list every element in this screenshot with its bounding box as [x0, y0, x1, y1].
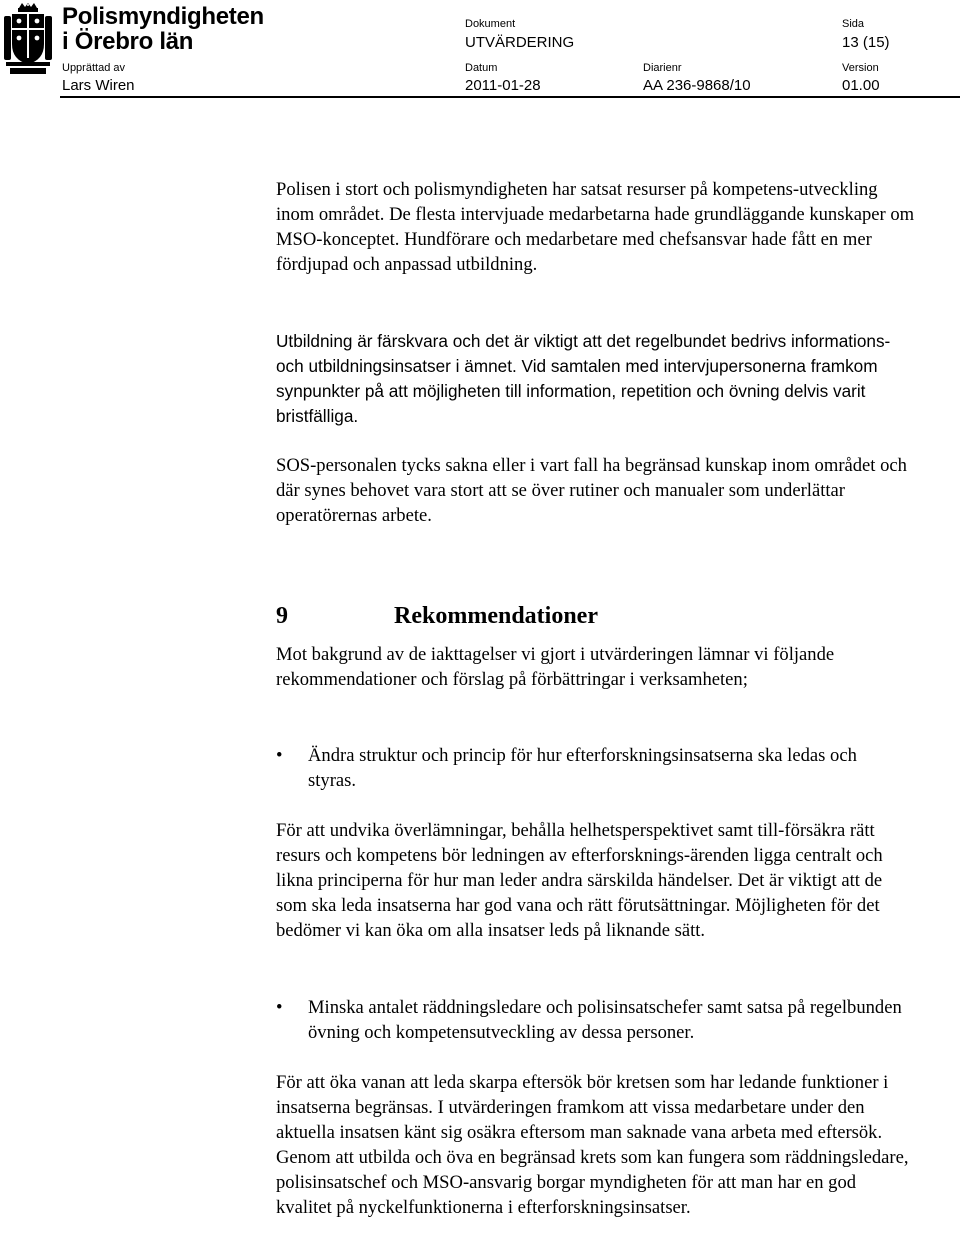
organization-name-line2: i Örebro län [62, 28, 194, 55]
datum-label: Datum [465, 62, 498, 74]
version-value: 01.00 [842, 77, 880, 94]
paragraph-recommendations-intro: Mot bakgrund av de iakttagelser vi gjort i utvärderingen lämnar vi följande rekommendationer och förslag på förbättringar i verksamheten; [276, 644, 835, 690]
coat-of-arms-logo [2, 2, 54, 76]
dokument-value: UTVÄRDERING [465, 34, 575, 51]
bullet-icon: • [276, 745, 283, 766]
diarienr-label: Diarienr [643, 62, 682, 74]
section-heading [276, 601, 598, 631]
paragraph-experience: För att öka vanan att leda skarpa eftersök bör kretsen som har ledande funktioner i insatserna begränsas. I utvärderingen framkom att vissa medarbetare under den aktuella insatsen känt sig osäkra eftersom man saknade vana arbeta med eftersök. Genom att utbilda och öva en begränsad krets som kan fungera som räddningsledare, polisinsatschef och MSO-ansvarig borgar myndigheten för att man har en god kvalitet på nyckelfunktionerna i efterforskningsinsatser. [276, 1072, 909, 1218]
section-number: 9 [276, 603, 288, 629]
paragraph-education-freshness: Utbildning är färskvara och det är viktigt att det regelbundet bedrivs informations- och utbildningsinsatser i ämnet. Vid samtalen med intervjupersonerna framkom synpunkter på att möjligheten till information, repetition och övning delvis varit bristfälliga. [276, 331, 891, 426]
dokument-label: Dokument [465, 18, 516, 30]
bullet-item-structure [276, 743, 916, 793]
sida-value: 13 (15) [842, 34, 890, 51]
bullet-text: Minska antalet räddningsledare och polisinsatschefer samt satsa på regelbunden övning och kompetensutveckling av dessa personer. [308, 997, 902, 1043]
version-label: Version [842, 62, 879, 74]
diarienr-value: AA 236-9868/10 [643, 77, 751, 94]
bullet-item-reduce-leaders [276, 995, 916, 1045]
sida-label: Sida [842, 18, 865, 30]
paragraph-sos-personnel: SOS-personalen tycks sakna eller i vart fall ha begränsad kunskap inom området och där synes behovet vara stort att se över rutiner och manualer som underlättar operatörernas arbete. [276, 455, 907, 526]
datum-value: 2011-01-28 [465, 77, 541, 94]
upprattad-av-value: Lars Wiren [62, 77, 135, 94]
paragraph-handover: För att undvika överlämningar, behålla helhetsperspektivet samt till-försäkra rätt resurs och kompetens bör ledningen av efterforsknings-ärenden ligga centralt och likna principerna för hur man leder andra särskilda händelser. Det är viktigt att de som ska leda insatserna har god vana och rätt förutsättningar. Möjligheten för det bedömer vi kan öka om alla insatser leds på liknande sätt. [276, 820, 883, 941]
upprattad-av-label: Upprättad av [62, 62, 125, 74]
bullet-icon: • [276, 997, 283, 1018]
bullet-text: Ändra struktur och princip för hur efterforskningsinsatserna ska ledas och styras. [308, 745, 857, 791]
organization-name-line1: Polismyndigheten [62, 3, 264, 30]
paragraph-training: Polisen i stort och polismyndigheten har satsat resurser på kompetens-utveckling inom området. De flesta intervjuade medarbetarna hade grundläggande kunskaper om MSO-konceptet. Hundförare och medarbetare med chefsansvar hade fått en mer fördjupad och anpassad utbildning. [276, 179, 915, 275]
section-title: Rekommendationer [394, 603, 598, 629]
header-divider [60, 96, 960, 98]
